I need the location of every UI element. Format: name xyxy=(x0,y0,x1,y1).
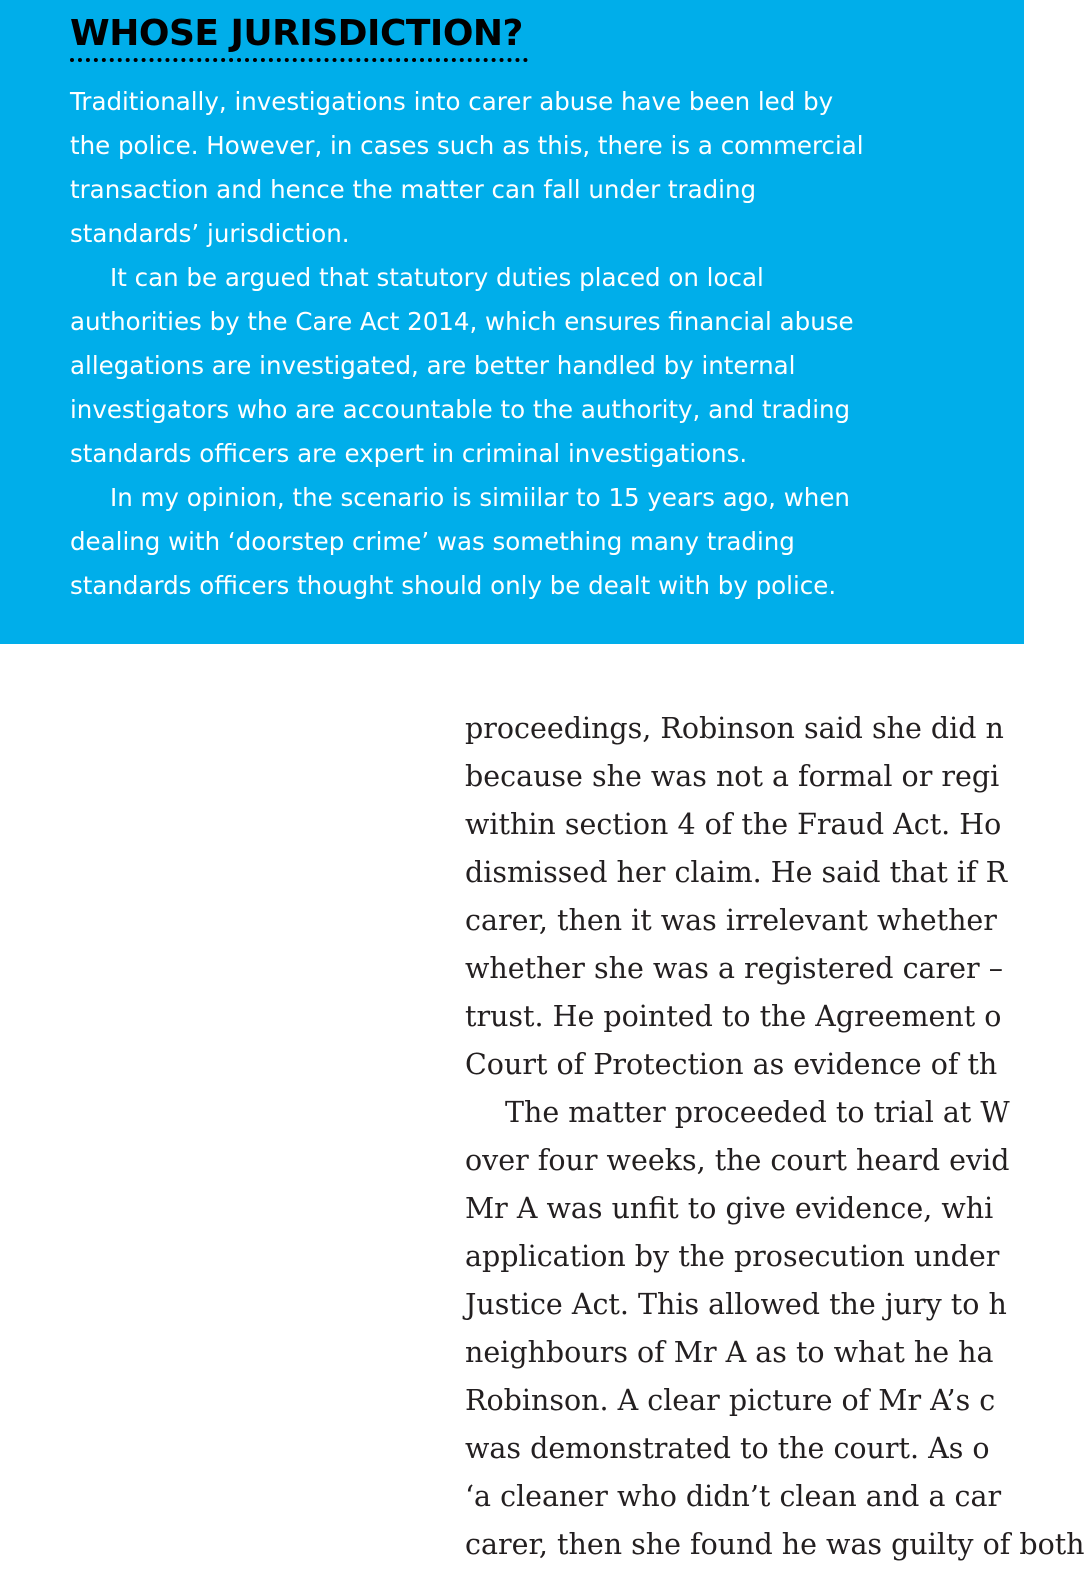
sidebar-line: authorities by the Care Act 2014, which ensures financial abuse xyxy=(70,307,854,336)
sidebar-line: allegations are investigated, are better handled by internal xyxy=(70,351,796,380)
article-line: carer, then she found he was guilty of both xyxy=(465,1528,1085,1561)
sidebar-line: the police. However, in cases such as this, there is a commercial xyxy=(70,131,864,160)
article-line: Mr A was unfit to give evidence, whi xyxy=(465,1192,994,1225)
article-line: within section 4 of the Fraud Act. Ho xyxy=(465,808,1002,841)
sidebar-box xyxy=(0,0,1024,644)
article-line: Justice Act. This allowed the jury to h xyxy=(465,1288,1007,1321)
sidebar-line: standards officers are expert in criminal investigations. xyxy=(70,439,748,468)
article-line: was demonstrated to the court. As o xyxy=(465,1432,990,1465)
article-line: application by the prosecution under xyxy=(465,1240,1000,1273)
sidebar-line: dealing with ‘doorstep crime’ was something many trading xyxy=(70,527,795,556)
sidebar-line: It can be argued that statutory duties placed on local xyxy=(110,263,764,292)
article-column xyxy=(465,705,1085,1569)
sidebar-line: In my opinion, the scenario is simiilar to 15 years ago, when xyxy=(110,483,850,512)
sidebar-line: standards officers thought should only be dealt with by police. xyxy=(70,571,837,600)
article-line: Court of Protection as evidence of th xyxy=(465,1048,998,1081)
article-line: The matter proceeded to trial at W xyxy=(505,1096,1010,1129)
article-line: trust. He pointed to the Agreement o xyxy=(465,1000,1002,1033)
sidebar-line: transaction and hence the matter can fall under trading xyxy=(70,175,757,204)
article-line: over four weeks, the court heard evid xyxy=(465,1144,1010,1177)
article-line: neighbours of Mr A as to what he ha xyxy=(465,1336,994,1369)
article-line: Robinson. A clear picture of Mr A’s c xyxy=(465,1384,996,1417)
sidebar-heading: WHOSE JURISDICTION? xyxy=(70,13,523,54)
article-line: dismissed her claim. He said that if R xyxy=(465,856,1008,889)
article-line: because she was not a formal or regi xyxy=(465,760,1000,793)
sidebar-line: investigators who are accountable to the authority, and trading xyxy=(70,395,851,424)
article-line: ‘a cleaner who didn’t clean and a car xyxy=(465,1480,1002,1513)
article-line: whether she was a registered carer – xyxy=(465,952,1003,985)
heading-dotted-rule xyxy=(70,58,528,62)
sidebar-line: Traditionally, investigations into carer abuse have been led by xyxy=(70,87,834,116)
sidebar-line: standards’ jurisdiction. xyxy=(70,219,350,248)
article-line: proceedings, Robinson said she did n xyxy=(465,712,1004,745)
sidebar-body xyxy=(70,80,1010,608)
article-line: carer, then it was irrelevant whether xyxy=(465,904,997,937)
